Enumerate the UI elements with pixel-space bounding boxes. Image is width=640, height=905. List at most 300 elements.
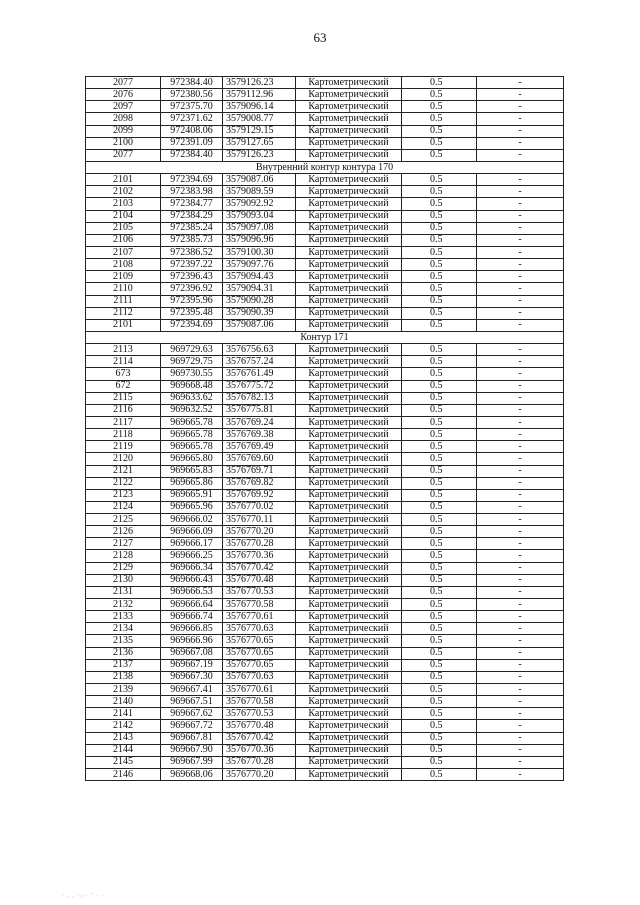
y-coordinate-cell: 3579126.23 — [223, 149, 296, 161]
method-cell: Картометрический — [296, 101, 402, 113]
accuracy-cell: 0.5 — [402, 611, 477, 623]
table-row — [86, 319, 564, 331]
note-cell: - — [477, 198, 564, 210]
method-cell: Картометрический — [296, 344, 402, 356]
note-cell: - — [477, 125, 564, 137]
accuracy-cell: 0.5 — [402, 514, 477, 526]
method-cell: Картометрический — [296, 708, 402, 720]
method-cell: Картометрический — [296, 453, 402, 465]
footer-scan-marks: · . , ·:·· ' · · — [62, 893, 105, 899]
accuracy-cell: 0.5 — [402, 246, 477, 258]
note-cell: - — [477, 380, 564, 392]
note-cell: - — [477, 599, 564, 611]
table-row — [86, 356, 564, 368]
y-coordinate-cell: 3576770.65 — [223, 659, 296, 671]
point-number-cell: 2097 — [86, 101, 161, 113]
x-coordinate-cell: 969665.78 — [161, 429, 223, 441]
note-cell: - — [477, 246, 564, 258]
method-cell: Картометрический — [296, 149, 402, 161]
accuracy-cell: 0.5 — [402, 259, 477, 271]
x-coordinate-cell: 969668.06 — [161, 769, 223, 781]
point-number-cell: 2139 — [86, 684, 161, 696]
table-row — [86, 526, 564, 538]
x-coordinate-cell: 969666.02 — [161, 514, 223, 526]
y-coordinate-cell: 3576770.58 — [223, 696, 296, 708]
table-row — [86, 429, 564, 441]
note-cell: - — [477, 647, 564, 659]
method-cell: Картометрический — [296, 756, 402, 768]
note-cell: - — [477, 307, 564, 319]
table-row — [86, 465, 564, 477]
y-coordinate-cell: 3576769.49 — [223, 441, 296, 453]
y-coordinate-cell: 3576770.48 — [223, 574, 296, 586]
x-coordinate-cell: 969667.41 — [161, 684, 223, 696]
method-cell: Картометрический — [296, 441, 402, 453]
accuracy-cell: 0.5 — [402, 623, 477, 635]
table-row — [86, 574, 564, 586]
point-number-cell: 2111 — [86, 295, 161, 307]
point-number-cell: 2101 — [86, 174, 161, 186]
x-coordinate-cell: 969666.74 — [161, 611, 223, 623]
note-cell: - — [477, 501, 564, 513]
x-coordinate-cell: 969632.52 — [161, 404, 223, 416]
note-cell: - — [477, 538, 564, 550]
y-coordinate-cell: 3579087.06 — [223, 174, 296, 186]
y-coordinate-cell: 3576770.20 — [223, 769, 296, 781]
accuracy-cell: 0.5 — [402, 234, 477, 246]
accuracy-cell: 0.5 — [402, 222, 477, 234]
note-cell: - — [477, 259, 564, 271]
page-number: 63 — [313, 30, 327, 45]
table-row — [86, 198, 564, 210]
y-coordinate-cell: 3579087.06 — [223, 319, 296, 331]
x-coordinate-cell: 969667.30 — [161, 671, 223, 683]
y-coordinate-cell: 3576757.24 — [223, 356, 296, 368]
table-row — [86, 89, 564, 101]
table-row — [86, 671, 564, 683]
accuracy-cell: 0.5 — [402, 465, 477, 477]
note-cell: - — [477, 756, 564, 768]
accuracy-cell: 0.5 — [402, 307, 477, 319]
note-cell: - — [477, 429, 564, 441]
table-row — [86, 283, 564, 295]
note-cell: - — [477, 514, 564, 526]
note-cell: - — [477, 611, 564, 623]
accuracy-cell: 0.5 — [402, 113, 477, 125]
note-cell: - — [477, 344, 564, 356]
point-number-cell: 2135 — [86, 635, 161, 647]
point-number-cell: 2143 — [86, 732, 161, 744]
table-row — [86, 611, 564, 623]
y-coordinate-cell: 3579090.39 — [223, 307, 296, 319]
y-coordinate-cell: 3576770.61 — [223, 611, 296, 623]
point-number-cell: 2138 — [86, 671, 161, 683]
note-cell: - — [477, 720, 564, 732]
point-number-cell: 2110 — [86, 283, 161, 295]
x-coordinate-cell: 972384.77 — [161, 198, 223, 210]
note-cell: - — [477, 671, 564, 683]
x-coordinate-cell: 969665.91 — [161, 489, 223, 501]
point-number-cell: 2134 — [86, 623, 161, 635]
point-number-cell: 2133 — [86, 611, 161, 623]
y-coordinate-cell: 3576769.24 — [223, 416, 296, 428]
point-number-cell: 2136 — [86, 647, 161, 659]
note-cell: - — [477, 769, 564, 781]
point-number-cell: 2142 — [86, 720, 161, 732]
point-number-cell: 2126 — [86, 526, 161, 538]
x-coordinate-cell: 972383.98 — [161, 186, 223, 198]
method-cell: Картометрический — [296, 392, 402, 404]
x-coordinate-cell: 972394.69 — [161, 319, 223, 331]
accuracy-cell: 0.5 — [402, 404, 477, 416]
point-number-cell: 2077 — [86, 77, 161, 89]
table-row — [86, 501, 564, 513]
point-number-cell: 2119 — [86, 441, 161, 453]
method-cell: Картометрический — [296, 307, 402, 319]
method-cell: Картометрический — [296, 586, 402, 598]
x-coordinate-cell: 969665.83 — [161, 465, 223, 477]
note-cell: - — [477, 574, 564, 586]
note-cell: - — [477, 441, 564, 453]
table-row — [86, 222, 564, 234]
coordinates-table-body — [86, 77, 564, 781]
method-cell: Картометрический — [296, 125, 402, 137]
y-coordinate-cell: 3579097.08 — [223, 222, 296, 234]
x-coordinate-cell: 969666.09 — [161, 526, 223, 538]
table-row — [86, 149, 564, 161]
point-number-cell: 2107 — [86, 246, 161, 258]
point-number-cell: 2077 — [86, 149, 161, 161]
x-coordinate-cell: 969666.17 — [161, 538, 223, 550]
y-coordinate-cell: 3576770.58 — [223, 599, 296, 611]
x-coordinate-cell: 972386.52 — [161, 246, 223, 258]
x-coordinate-cell: 969666.34 — [161, 562, 223, 574]
table-row — [86, 744, 564, 756]
note-cell: - — [477, 562, 564, 574]
x-coordinate-cell: 972385.24 — [161, 222, 223, 234]
y-coordinate-cell: 3576770.28 — [223, 538, 296, 550]
note-cell: - — [477, 708, 564, 720]
y-coordinate-cell: 3576770.36 — [223, 550, 296, 562]
method-cell: Картометрический — [296, 696, 402, 708]
table-row — [86, 586, 564, 598]
y-coordinate-cell: 3579100.30 — [223, 246, 296, 258]
note-cell: - — [477, 489, 564, 501]
method-cell: Картометрический — [296, 429, 402, 441]
y-coordinate-cell: 3576770.53 — [223, 586, 296, 598]
x-coordinate-cell: 972385.73 — [161, 234, 223, 246]
table-row — [86, 684, 564, 696]
note-cell: - — [477, 477, 564, 489]
method-cell: Картометрический — [296, 635, 402, 647]
table-row — [86, 416, 564, 428]
x-coordinate-cell: 972375.70 — [161, 101, 223, 113]
x-coordinate-cell: 969666.25 — [161, 550, 223, 562]
method-cell: Картометрический — [296, 198, 402, 210]
point-number-cell: 2137 — [86, 659, 161, 671]
note-cell: - — [477, 659, 564, 671]
x-coordinate-cell: 969666.96 — [161, 635, 223, 647]
accuracy-cell: 0.5 — [402, 477, 477, 489]
accuracy-cell: 0.5 — [402, 599, 477, 611]
y-coordinate-cell: 3579008.77 — [223, 113, 296, 125]
accuracy-cell: 0.5 — [402, 769, 477, 781]
accuracy-cell: 0.5 — [402, 647, 477, 659]
method-cell: Картометрический — [296, 234, 402, 246]
x-coordinate-cell: 969665.86 — [161, 477, 223, 489]
y-coordinate-cell: 3576770.02 — [223, 501, 296, 513]
method-cell: Картометрический — [296, 137, 402, 149]
y-coordinate-cell: 3579126.23 — [223, 77, 296, 89]
method-cell: Картометрический — [296, 465, 402, 477]
method-cell: Картометрический — [296, 295, 402, 307]
accuracy-cell: 0.5 — [402, 380, 477, 392]
note-cell: - — [477, 368, 564, 380]
method-cell: Картометрический — [296, 769, 402, 781]
y-coordinate-cell: 3576770.20 — [223, 526, 296, 538]
y-coordinate-cell: 3579096.14 — [223, 101, 296, 113]
x-coordinate-cell: 969666.64 — [161, 599, 223, 611]
accuracy-cell: 0.5 — [402, 137, 477, 149]
method-cell: Картометрический — [296, 416, 402, 428]
y-coordinate-cell: 3579089.59 — [223, 186, 296, 198]
x-coordinate-cell: 969665.96 — [161, 501, 223, 513]
table-row — [86, 550, 564, 562]
accuracy-cell: 0.5 — [402, 684, 477, 696]
accuracy-cell: 0.5 — [402, 356, 477, 368]
method-cell: Картометрический — [296, 611, 402, 623]
note-cell: - — [477, 77, 564, 89]
x-coordinate-cell: 969666.85 — [161, 623, 223, 635]
note-cell: - — [477, 210, 564, 222]
point-number-cell: 2140 — [86, 696, 161, 708]
table-row — [86, 271, 564, 283]
point-number-cell: 2099 — [86, 125, 161, 137]
table-row — [86, 295, 564, 307]
table-row — [86, 453, 564, 465]
note-cell: - — [477, 623, 564, 635]
y-coordinate-cell: 3576770.53 — [223, 708, 296, 720]
table-row — [86, 246, 564, 258]
table-row — [86, 538, 564, 550]
point-number-cell: 2123 — [86, 489, 161, 501]
note-cell: - — [477, 149, 564, 161]
x-coordinate-cell: 972408.06 — [161, 125, 223, 137]
point-number-cell: 2125 — [86, 514, 161, 526]
x-coordinate-cell: 969665.80 — [161, 453, 223, 465]
note-cell: - — [477, 392, 564, 404]
y-coordinate-cell: 3579097.76 — [223, 259, 296, 271]
x-coordinate-cell: 972396.43 — [161, 271, 223, 283]
accuracy-cell: 0.5 — [402, 210, 477, 222]
x-coordinate-cell: 969729.63 — [161, 344, 223, 356]
point-number-cell: 2108 — [86, 259, 161, 271]
method-cell: Картометрический — [296, 210, 402, 222]
table-row — [86, 477, 564, 489]
method-cell: Картометрический — [296, 720, 402, 732]
accuracy-cell: 0.5 — [402, 501, 477, 513]
y-coordinate-cell: 3576769.92 — [223, 489, 296, 501]
y-coordinate-cell: 3576769.60 — [223, 453, 296, 465]
table-row — [86, 647, 564, 659]
x-coordinate-cell: 969666.53 — [161, 586, 223, 598]
method-cell: Картометрический — [296, 271, 402, 283]
point-number-cell: 2141 — [86, 708, 161, 720]
x-coordinate-cell: 972384.40 — [161, 77, 223, 89]
method-cell: Картометрический — [296, 113, 402, 125]
table-row — [86, 514, 564, 526]
x-coordinate-cell: 972395.96 — [161, 295, 223, 307]
y-coordinate-cell: 3579094.31 — [223, 283, 296, 295]
accuracy-cell: 0.5 — [402, 659, 477, 671]
table-row — [86, 186, 564, 198]
point-number-cell: 2106 — [86, 234, 161, 246]
method-cell: Картометрический — [296, 732, 402, 744]
x-coordinate-cell: 969667.99 — [161, 756, 223, 768]
y-coordinate-cell: 3576769.71 — [223, 465, 296, 477]
accuracy-cell: 0.5 — [402, 526, 477, 538]
section-header-row — [86, 161, 564, 173]
method-cell: Картометрический — [296, 259, 402, 271]
table-row — [86, 659, 564, 671]
method-cell: Картометрический — [296, 623, 402, 635]
point-number-cell: 2145 — [86, 756, 161, 768]
table-row — [86, 113, 564, 125]
note-cell: - — [477, 101, 564, 113]
x-coordinate-cell: 972384.40 — [161, 149, 223, 161]
point-number-cell: 2131 — [86, 586, 161, 598]
point-number-cell: 2115 — [86, 392, 161, 404]
y-coordinate-cell: 3576756.63 — [223, 344, 296, 356]
table-row — [86, 137, 564, 149]
note-cell: - — [477, 404, 564, 416]
note-cell: - — [477, 186, 564, 198]
method-cell: Картометрический — [296, 514, 402, 526]
method-cell: Картометрический — [296, 550, 402, 562]
table-row — [86, 720, 564, 732]
method-cell: Картометрический — [296, 89, 402, 101]
y-coordinate-cell: 3576769.38 — [223, 429, 296, 441]
table-row — [86, 732, 564, 744]
y-coordinate-cell: 3576770.63 — [223, 623, 296, 635]
note-cell: - — [477, 174, 564, 186]
point-number-cell: 2128 — [86, 550, 161, 562]
y-coordinate-cell: 3576770.42 — [223, 732, 296, 744]
accuracy-cell: 0.5 — [402, 635, 477, 647]
accuracy-cell: 0.5 — [402, 720, 477, 732]
note-cell: - — [477, 453, 564, 465]
method-cell: Картометрический — [296, 599, 402, 611]
note-cell: - — [477, 356, 564, 368]
x-coordinate-cell: 969668.48 — [161, 380, 223, 392]
point-number-cell: 2109 — [86, 271, 161, 283]
method-cell: Картометрический — [296, 404, 402, 416]
accuracy-cell: 0.5 — [402, 441, 477, 453]
y-coordinate-cell: 3579112.96 — [223, 89, 296, 101]
x-coordinate-cell: 969665.78 — [161, 416, 223, 428]
accuracy-cell: 0.5 — [402, 732, 477, 744]
table-row — [86, 380, 564, 392]
note-cell: - — [477, 271, 564, 283]
y-coordinate-cell: 3576770.65 — [223, 647, 296, 659]
point-number-cell: 2146 — [86, 769, 161, 781]
section-title: Внутренний контур контура 170 — [86, 161, 564, 173]
y-coordinate-cell: 3576770.28 — [223, 756, 296, 768]
method-cell: Картометрический — [296, 659, 402, 671]
note-cell: - — [477, 295, 564, 307]
accuracy-cell: 0.5 — [402, 101, 477, 113]
point-number-cell: 2127 — [86, 538, 161, 550]
table-row — [86, 174, 564, 186]
point-number-cell: 2101 — [86, 319, 161, 331]
note-cell: - — [477, 550, 564, 562]
table-row — [86, 125, 564, 137]
x-coordinate-cell: 969667.19 — [161, 659, 223, 671]
note-cell: - — [477, 89, 564, 101]
point-number-cell: 2117 — [86, 416, 161, 428]
note-cell: - — [477, 526, 564, 538]
accuracy-cell: 0.5 — [402, 186, 477, 198]
table-row — [86, 489, 564, 501]
x-coordinate-cell: 972397.22 — [161, 259, 223, 271]
table-row — [86, 696, 564, 708]
x-coordinate-cell: 969730.55 — [161, 368, 223, 380]
section-title: Контур 171 — [86, 331, 564, 343]
table-row — [86, 210, 564, 222]
method-cell: Картометрический — [296, 380, 402, 392]
accuracy-cell: 0.5 — [402, 392, 477, 404]
accuracy-cell: 0.5 — [402, 283, 477, 295]
point-number-cell: 2112 — [86, 307, 161, 319]
y-coordinate-cell: 3579093.04 — [223, 210, 296, 222]
table-row — [86, 599, 564, 611]
method-cell: Картометрический — [296, 671, 402, 683]
method-cell: Картометрический — [296, 368, 402, 380]
accuracy-cell: 0.5 — [402, 416, 477, 428]
note-cell: - — [477, 732, 564, 744]
x-coordinate-cell: 972391.09 — [161, 137, 223, 149]
accuracy-cell: 0.5 — [402, 125, 477, 137]
section-header-row — [86, 331, 564, 343]
y-coordinate-cell: 3579129.15 — [223, 125, 296, 137]
point-number-cell: 2104 — [86, 210, 161, 222]
table-row — [86, 708, 564, 720]
accuracy-cell: 0.5 — [402, 708, 477, 720]
x-coordinate-cell: 972396.92 — [161, 283, 223, 295]
point-number-cell: 2098 — [86, 113, 161, 125]
y-coordinate-cell: 3579092.92 — [223, 198, 296, 210]
table-row — [86, 344, 564, 356]
point-number-cell: 2144 — [86, 744, 161, 756]
note-cell: - — [477, 319, 564, 331]
coordinates-table — [85, 76, 564, 781]
table-row — [86, 441, 564, 453]
note-cell: - — [477, 744, 564, 756]
x-coordinate-cell: 972371.62 — [161, 113, 223, 125]
accuracy-cell: 0.5 — [402, 149, 477, 161]
x-coordinate-cell: 972395.48 — [161, 307, 223, 319]
x-coordinate-cell: 969667.72 — [161, 720, 223, 732]
x-coordinate-cell: 969729.75 — [161, 356, 223, 368]
y-coordinate-cell: 3576782.13 — [223, 392, 296, 404]
y-coordinate-cell: 3576770.48 — [223, 720, 296, 732]
table-row — [86, 623, 564, 635]
method-cell: Картометрический — [296, 526, 402, 538]
accuracy-cell: 0.5 — [402, 744, 477, 756]
method-cell: Картометрический — [296, 647, 402, 659]
note-cell: - — [477, 635, 564, 647]
table-row — [86, 769, 564, 781]
